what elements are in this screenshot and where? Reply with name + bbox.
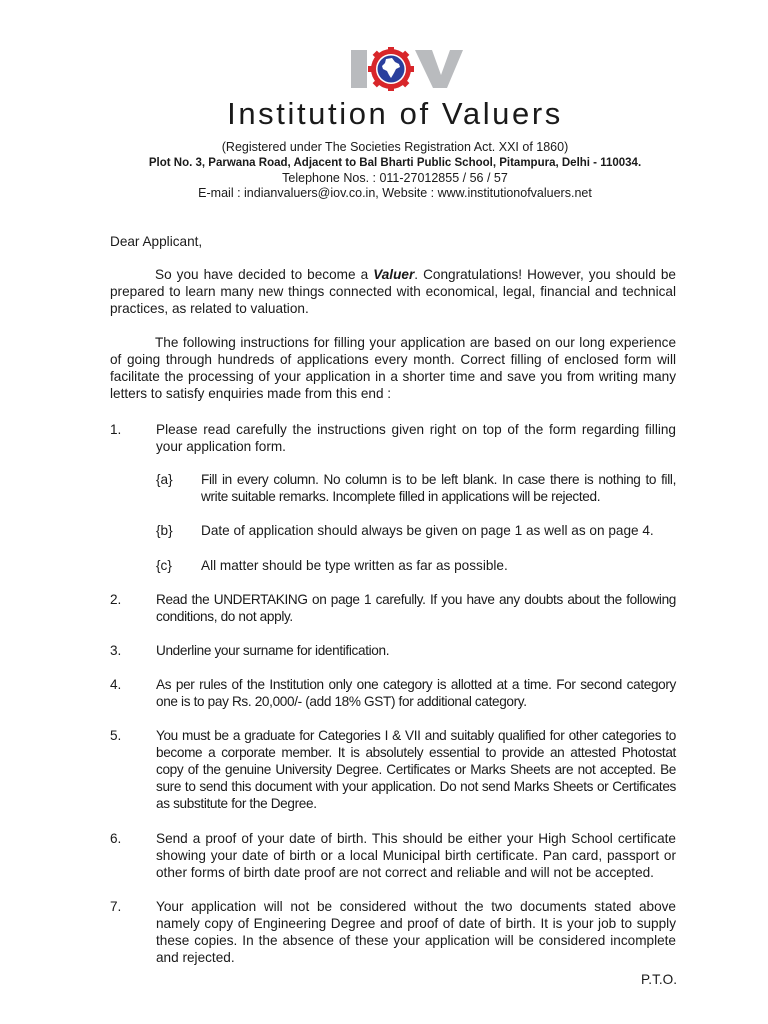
registration-line: (Registered under The Societies Registration Act. XXI of 1860) — [221, 140, 569, 154]
pto-label: P.T.O. — [640, 972, 677, 987]
intro-paragraph — [110, 266, 676, 317]
address-line: Plot No. 3, Parwana Road, Adjacent to Bal Bharti Public School, Pitampura, Delhi - 110034. — [148, 157, 642, 169]
subitem-label: {a} — [156, 472, 173, 487]
subitem-text: Fill in every column. No column is to be left blank. In case there is nothing to fill, write suitable remarks. Incomplete filled in applications will be rejected. — [201, 472, 676, 504]
item-text: As per rules of the Institution only one category is allotted at a time. For second category one is to pay Rs. 20,000/- (add 18% GST) for additional category. — [156, 677, 676, 709]
item-text: Underline your surname for identification. — [156, 643, 390, 658]
intro-text-start: So you have decided to become a — [155, 267, 374, 282]
subitem-text: All matter should be type written as far as possible. — [201, 558, 508, 573]
valuer-emphasis: Valuer — [373, 267, 415, 282]
subitem-label: {b} — [156, 523, 173, 538]
instructions-paragraph: The following instructions for filling your application are based on our long experience of going through hundreds of applications every month. Correct filling of enclosed form will facilitate the processing of your application in a shorter time and save you from writing many letters to satisfy enquiries made from this end : — [110, 335, 676, 401]
org-name: Institution of Valuers — [227, 96, 563, 131]
subitem-text: Date of application should always be given on page 1 as well as on page 4. — [201, 523, 654, 538]
item-number: 6. — [110, 831, 122, 846]
salutation: Dear Applicant, — [110, 234, 203, 249]
item-number: 4. — [110, 677, 122, 692]
item-text: Read the UNDERTAKING on page 1 carefully. If you have any doubts about the following conditions, do not apply. — [156, 592, 676, 624]
telephone-line: Telephone Nos. : 011-27012855 / 56 / 57 — [282, 171, 508, 185]
intro-text-end: . Congratulations! However, you should be prepared to learn many new things connected with economical, legal, financial and technical practices, as related to valuation. — [110, 267, 676, 316]
item-text: You must be a graduate for Categories I & VII and suitably qualified for other categories to become a corporate member. It is absolutely essential to provide an attested Photostat copy of the genuine University Degree. Certificates or Marks Sheets are not accepted. Be sure to send this document with your application. Do not send Marks Sheets or Certificates as substitute for the Degree. — [156, 728, 676, 811]
item-text: Your application will not be considered without the two documents stated above namely copy of Engineering Degree and proof of date of birth. It is your job to supply these copies. In the absence of these your application will be considered incomplete and rejected. — [156, 899, 676, 965]
item-number: 7. — [110, 899, 122, 914]
item-text: Please read carefully the instructions given right on top of the form regarding filling your application form. — [156, 422, 676, 454]
contact-line: E-mail : indianvaluers@iov.co.in, Website : www.institutionofvaluers.net — [198, 186, 592, 200]
iov-logo — [349, 47, 465, 91]
item-number: 2. — [110, 592, 122, 607]
item-number: 3. — [110, 643, 122, 658]
item-number: 1. — [110, 422, 122, 437]
subitem-label: {c} — [156, 558, 172, 573]
item-number: 5. — [110, 728, 122, 743]
item-text: Send a proof of your date of birth. This should be either your High School certificate showing your date of birth or a local Municipal birth certificate. Pan card, passport or other forms of birth date proof are not correct and reliable and will not be accepted. — [156, 831, 676, 880]
